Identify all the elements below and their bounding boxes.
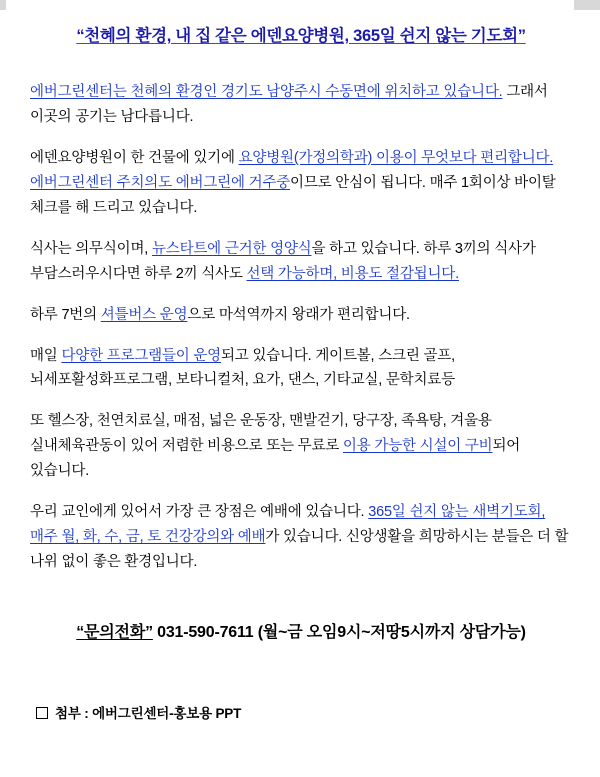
text-run-highlight: 셔틀버스 운영 [100,306,188,323]
text-run-highlight: 다양한 프로그램들이 운영 [61,347,221,364]
paragraph-3 [30,237,572,287]
page-edge-artifact-right [574,0,600,10]
contact-label: “문의전화” [76,624,153,641]
paragraph-6 [30,409,572,484]
text-run-highlight: 요양병원(가정의학과) 이용이 무엇보다 편리합니다. [238,149,554,166]
text-run: 식사는 의무식이며, [30,240,152,257]
page-edge-artifact-left [0,0,6,10]
text-run: 인 경기도 남양주시 수동면에 위치하고 있습니다. [203,84,503,100]
text-run-highlight: 천혜의 환경 [130,84,204,100]
paragraph-1 [30,80,572,130]
document-title-bar [30,22,572,46]
text-run-highlight: 365일 쉰지 않는 새벽기도회, 매주 월, 화, 수, 금, 토 건강강의와 예배 [30,504,546,546]
document-body [30,80,572,575]
attachment-line [30,702,572,722]
text-run: 되어 있습니다. [30,438,521,480]
paragraph-4 [30,303,572,328]
text-run: 으로 마석역까지 왕래가 편리합니다. [187,306,410,323]
text-run: 에버그린센터 [30,174,117,191]
text-run: 또 헬스장, 천연치료실, 매점, 넓은 운동장, 맨발걷기, 당구장, 족욕탕, 겨울용 실내체육관동이 있어 저렴한 비용으로 또는 무료로 [30,413,492,455]
page-title: “천혜의 환경, 내 집 같은 에덴요양병원, 365일 쉰지 않는 기도회” [76,27,526,45]
text-run: 되고 있습니다. 게이트볼, 스크린 골프, 뇌세포활성화프로그램, 보타니컬처, 요가, 댄스, 기타교실, 문학치료등 [30,347,455,389]
text-run-highlight: 뉴스타트에 근거한 영양식 [151,240,312,257]
text-run: 하루 7번의 [30,306,101,323]
text-run: 우리 교인에게 있어서 가장 큰 장점은 예배에 있습니다. [30,504,369,521]
text-run: 이므로 안심이 됩니다. 매주 1회이상 바이탈 체크를 해 드리고 있습니다. [30,174,556,216]
text-run: 그래서 이곳의 공기는 남다릅니다. [30,84,548,125]
paragraph-2 [30,146,572,221]
text-run: 에버그린센터는 [30,84,131,100]
text-run-highlight: 선택 가능하며, 비용도 절감됩니다. [246,265,459,282]
text-run: 에덴요양병원이 한 건물에 있기에 [30,149,239,166]
text-run-highlight: 주치의도 에버그린에 거주중 [116,174,291,191]
text-run: 매일 [30,347,62,364]
checkbox-icon [36,707,48,719]
contact-value: 031-590-7611 (월~금 오임9시~저땅5시까지 상담가능) [152,624,526,641]
attachment-text: 첨부 : 에버그린센터-홍보용 PPT [55,706,242,721]
text-run-highlight: 이용 가능한 시설이 구비 [342,438,493,455]
paragraph-7 [30,500,572,575]
text-run: 가 있습니다. 신앙생활을 희망하시는 분들은 더 할 나위 없이 좋은 환경입니다. [30,529,569,571]
text-run: 을 하고 있습니다. 하루 3끼의 식사가 부담스러우시다면 하루 2끼 식사도 [30,240,536,282]
paragraph-5 [30,344,572,394]
contact-line [30,619,572,642]
